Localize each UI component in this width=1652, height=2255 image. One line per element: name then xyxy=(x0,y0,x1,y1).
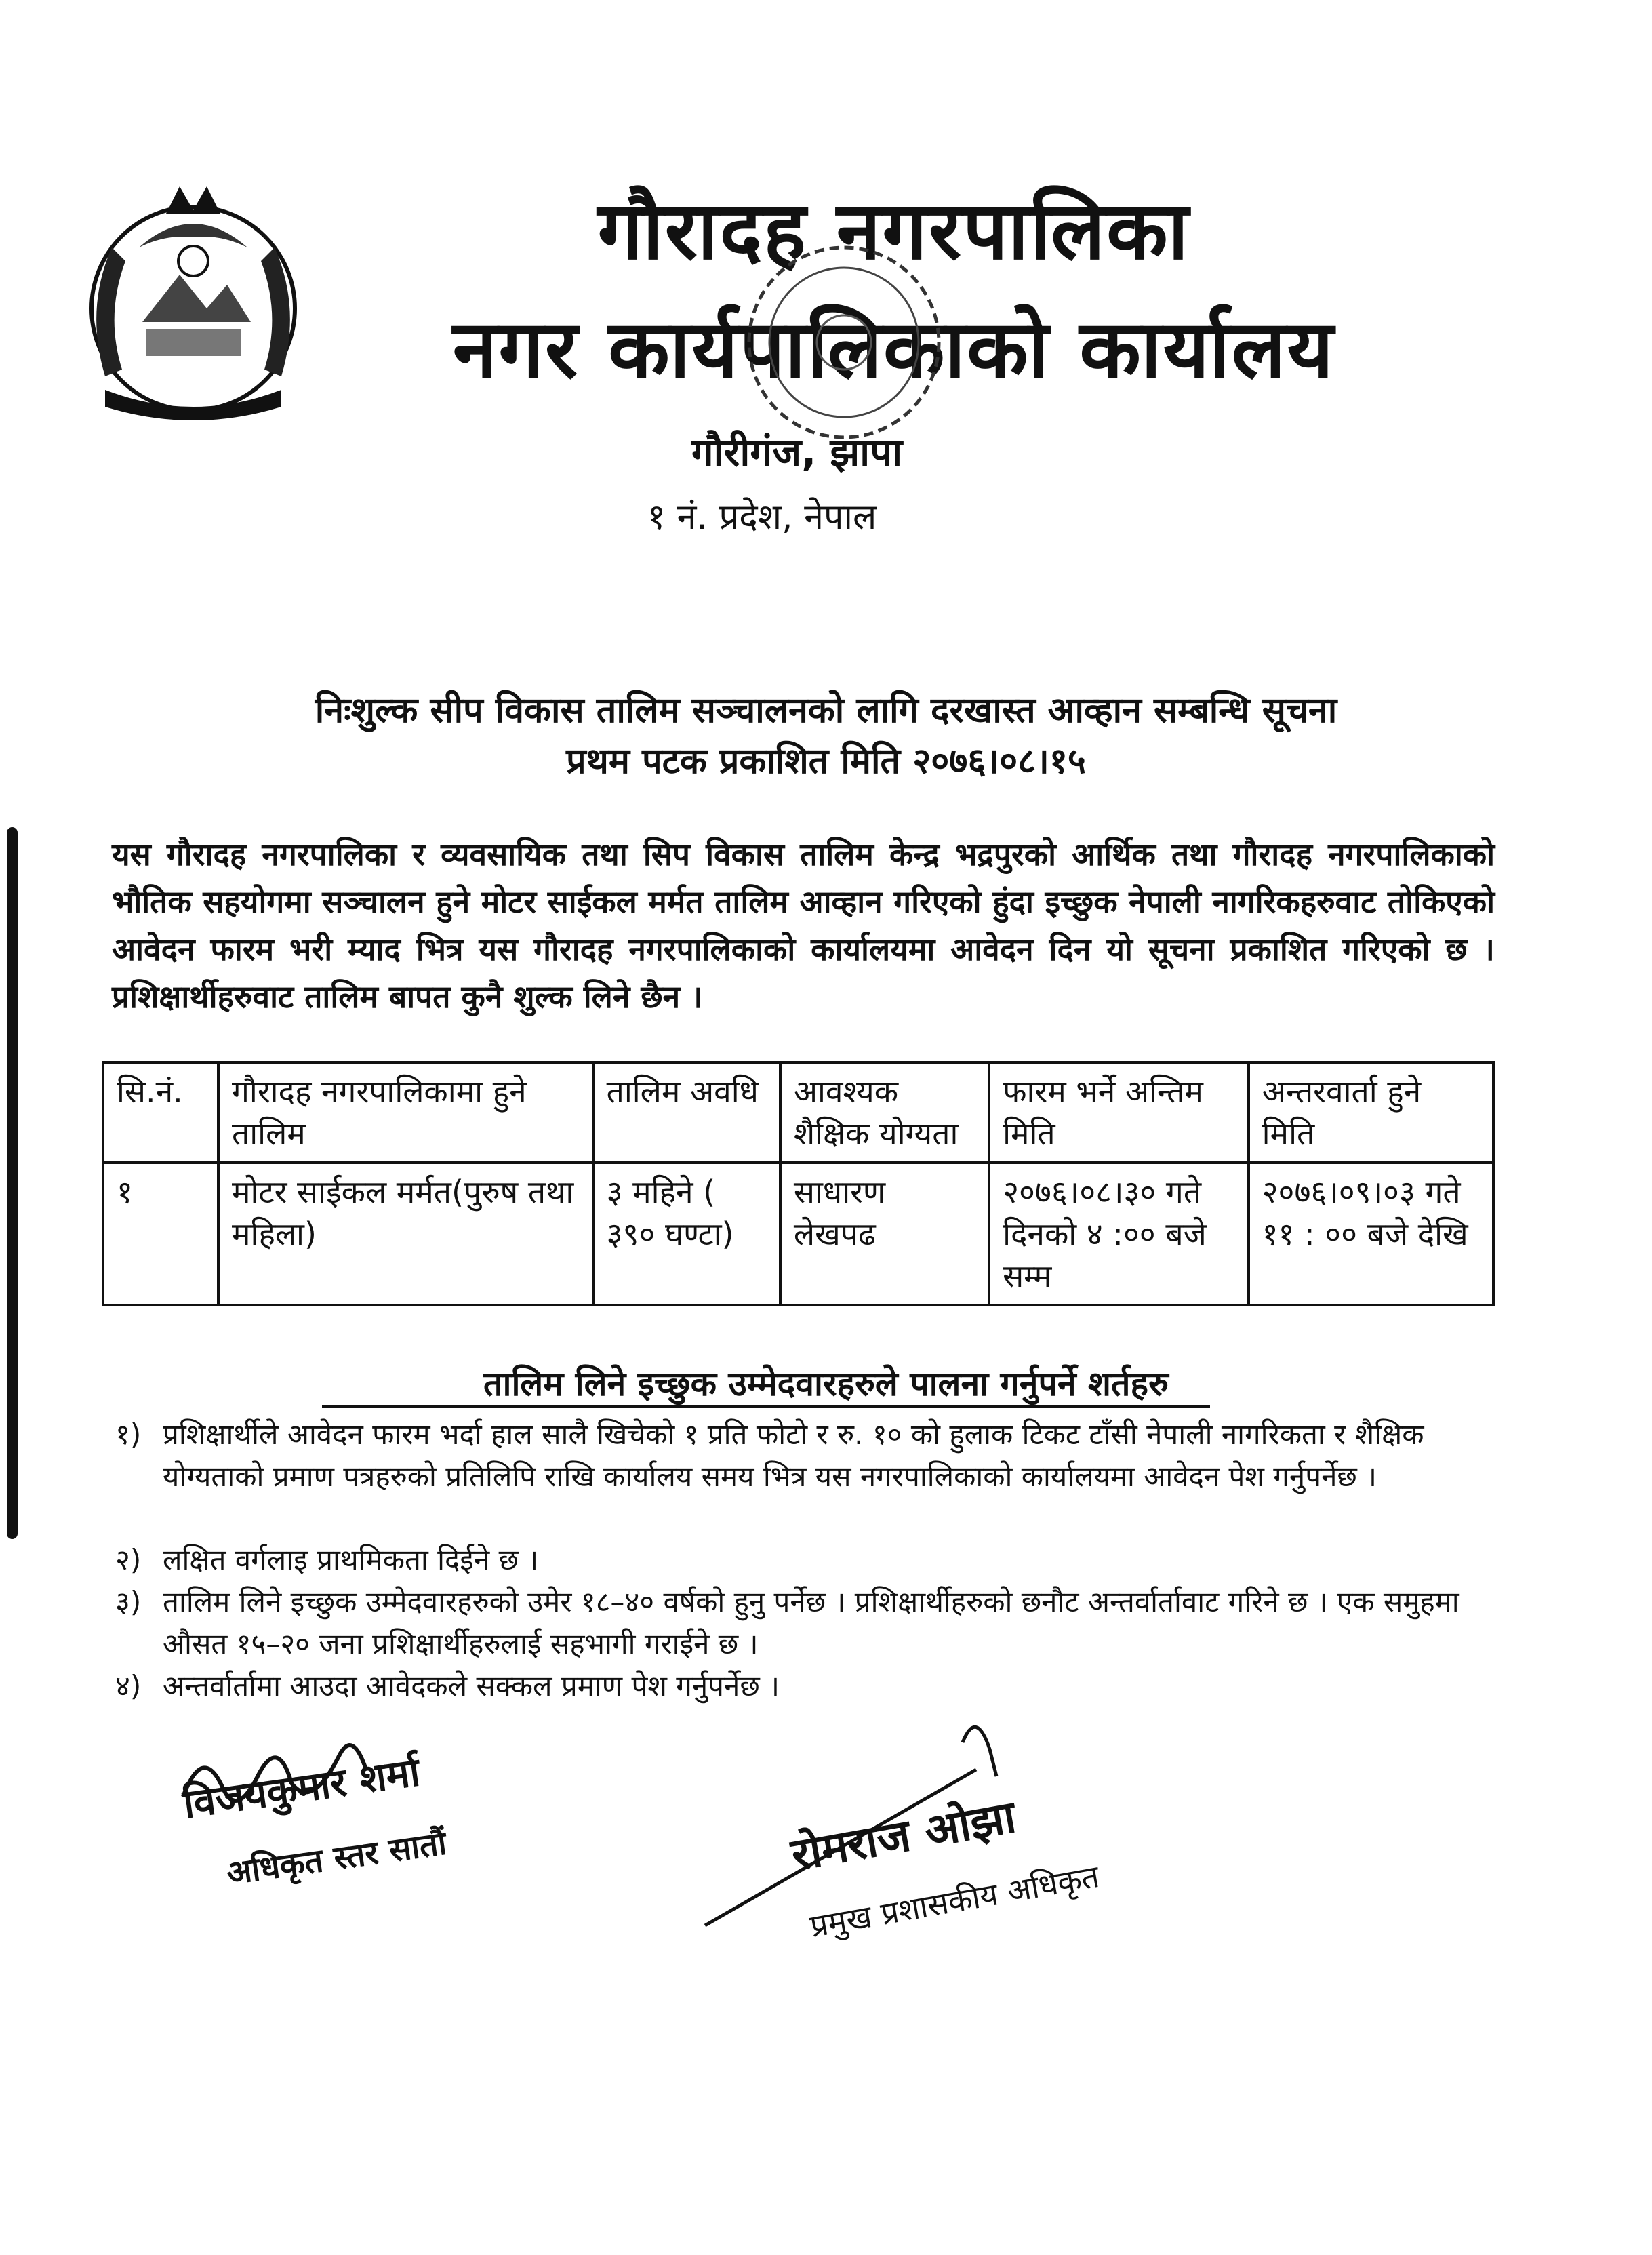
signatory-right-name: रोमराज ओझा xyxy=(787,1790,1020,1881)
table-header-cell: सि.नं. xyxy=(103,1062,218,1163)
scan-edge-mark xyxy=(7,827,18,1539)
office-title: नगर कार्यपालिकाको कार्यालय xyxy=(452,302,1335,396)
condition-number: ४) xyxy=(115,1669,142,1702)
address-province: १ नं. प्रदेश, नेपाल xyxy=(647,497,877,538)
table-cell: २०७६।०९।०३ गते ११ : ०० बजे देखि xyxy=(1249,1163,1493,1305)
office-stamp xyxy=(739,231,949,454)
condition-text: अन्तर्वार्तामा आउदा आवेदकले सक्कल प्रमाण पेश गर्नुपर्नेछ । xyxy=(163,1669,780,1702)
table-header-cell: फारम भर्ने अन्तिम मिति xyxy=(989,1062,1249,1163)
municipality-title: गौरादह नगरपालिका xyxy=(597,184,1190,277)
table-cell: १ xyxy=(103,1163,218,1305)
table-cell: साधारण लेखपढ xyxy=(780,1163,989,1305)
table-cell: ३ महिने ( ३९० घण्टा) xyxy=(593,1163,780,1305)
table-header-cell: अन्तरवार्ता हुने मिति xyxy=(1249,1062,1493,1163)
condition-item xyxy=(115,1414,1478,1498)
condition-text: तालिम लिने इच्छुक उम्मेदवारहरुको उमेर १८–४० वर्षको हुनु पर्नेछ । प्रशिक्षार्थीहरुको छनौट अन्तर्वार्तावाट गरिने छ । एक समुहमा औसत १५–२० जना प्रशिक्षार्थीहरुलाई सहभागी गराईने छ । xyxy=(163,1585,1459,1660)
signatory-left-name: विजयकुमार शर्मा xyxy=(180,1749,423,1828)
signatory-right-role: प्रमुख प्रशासकीय अधिकृत xyxy=(807,1857,1102,1945)
notice-body: यस गौरादह नगरपालिका र व्यवसायिक तथा सिप विकास तालिम केन्द्र भद्रपुरको आर्थिक तथा गौरादह नगरपालिकाको भौतिक सहयोगमा सञ्चालन हुने मोटर साईकल मर्मत तालिम आव्हान गरिएको हुंदा इच्छुक नेपाली नागरिकहरुवाट तोकिएको आवेदन फारम भरी म्याद भित्र यस गौरादह नगरपालिकाको कार्यालयमा आवेदन दिन यो सूचना प्रकाशित गरिएको छ । प्रशिक्षार्थीहरुवाट तालिम बापत कुनै शुल्क लिने छैन । xyxy=(112,836,1495,1015)
condition-item xyxy=(115,1581,1478,1665)
condition-text: प्रशिक्षार्थीले आवेदन फारम भर्दा हाल सालै खिचेको १ प्रति फोटो र रु. १० को हुलाक टिकट टाँसी नेपाली नागरिकता र शैक्षिक योग्यताको प्रमाण पत्रहरुको प्रतिलिपि राखि कार्यालय समय भित्र यस नगरपालिकाको कार्यालयमा आवेदन पेश गर्नुपर्नेछ । xyxy=(163,1418,1424,1493)
table-header-cell: गौरादह नगरपालिकामा हुने तालिम xyxy=(218,1062,593,1163)
table-cell: २०७६।०८।३० गते दिनको ४ :०० बजे सम्म xyxy=(989,1163,1249,1305)
notice-published-date: प्रथम पटक प्रकाशित मिति २०७६।०८।१५ xyxy=(566,741,1086,782)
signatory-left-role: अधिकृत स्तर सातौं xyxy=(224,1824,449,1893)
conditions-underline xyxy=(322,1405,1210,1408)
table-header-row xyxy=(103,1062,1493,1163)
condition-text: लक्षित वर्गलाइ प्राथमिकता दिईने छ । xyxy=(163,1543,539,1576)
training-table xyxy=(102,1061,1495,1306)
address-city: गौरीगंज, झापा xyxy=(691,429,903,475)
notice-title: निःशुल्क सीप विकास तालिम सञ्चालनको लागि दरखास्त आव्हान सम्बन्धि सूचना xyxy=(315,690,1337,731)
table-cell: मोटर साईकल मर्मत(पुरुष तथा महिला) xyxy=(218,1163,593,1305)
conditions-title: तालिम लिने इच्छुक उम्मेदवारहरुले पालना गर्नुपर्ने शर्तहरु xyxy=(483,1364,1169,1403)
table-header-cell: तालिम अवधि xyxy=(593,1062,780,1163)
condition-number: ३) xyxy=(115,1585,142,1618)
condition-number: १) xyxy=(115,1418,142,1451)
condition-item xyxy=(115,1539,1478,1581)
table-row xyxy=(103,1163,1493,1305)
table-header-cell: आवश्यक शैक्षिक योग्यता xyxy=(780,1062,989,1163)
condition-number: २) xyxy=(115,1543,142,1576)
